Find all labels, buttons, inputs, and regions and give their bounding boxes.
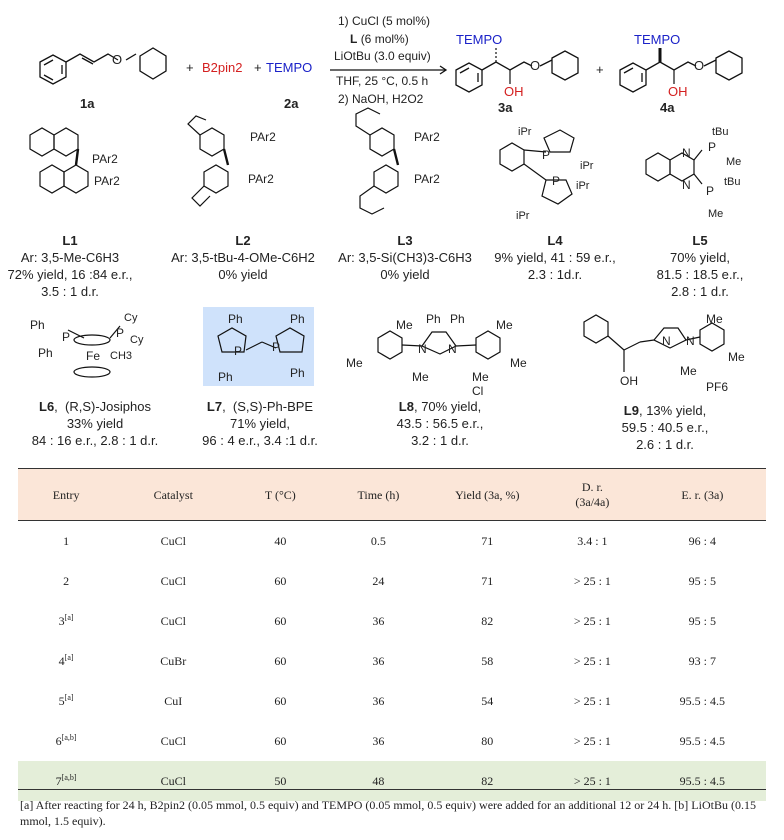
header-catalyst: Catalyst bbox=[114, 469, 232, 521]
entry-number: 7 bbox=[55, 774, 62, 788]
cell-time: 36 bbox=[372, 693, 385, 708]
ligand-line: Ar: 3,5-Me-C6H3 bbox=[20, 250, 120, 265]
l6-p-2: P bbox=[116, 326, 125, 340]
b2pin2-reagent: B2pin2 bbox=[202, 60, 243, 75]
cell-yield: 82 bbox=[428, 761, 546, 801]
plus-sign-3: + bbox=[596, 62, 604, 77]
l8-me-2: Me bbox=[346, 356, 363, 370]
header-dr-line1: D. r. bbox=[581, 480, 603, 494]
table-bottom-rule bbox=[18, 789, 766, 790]
cell-dr: > 25 : 1 bbox=[573, 653, 611, 668]
l6-cy-1: Cy bbox=[124, 312, 138, 324]
tempo-reagent: TEMPO bbox=[266, 60, 313, 75]
l1-par2-bottom: PAr2 bbox=[94, 174, 120, 188]
l1-par2-top: PAr2 bbox=[92, 152, 118, 166]
l7-ph-2: Ph bbox=[218, 370, 233, 384]
l5-n-2: N bbox=[682, 178, 691, 192]
ligand-L7-caption: L7, (S,S)-Ph-BPE 71% yield, 96 : 4 e.r., 3.4 :1 d.r. bbox=[180, 398, 340, 449]
ligand-id: L4 bbox=[547, 233, 563, 248]
entry-number: 3 bbox=[58, 614, 65, 628]
header-entry: Entry bbox=[18, 469, 114, 521]
entry-footnote: [a] bbox=[64, 693, 74, 702]
product4-label: 4a bbox=[660, 100, 675, 115]
l9-n-1: N bbox=[662, 334, 671, 348]
header-er: E. r. (3a) bbox=[639, 469, 766, 521]
results-table bbox=[18, 469, 766, 801]
l9-pf6: PF6 bbox=[706, 380, 729, 394]
l8-me-4: Me bbox=[496, 318, 513, 332]
cell-yield: 71 bbox=[481, 573, 494, 588]
cell-yield: 82 bbox=[481, 613, 494, 628]
cell-catalyst: CuCl bbox=[160, 533, 186, 548]
l8-n-2: N bbox=[448, 342, 457, 356]
table-row bbox=[18, 561, 766, 601]
l6-fe: Fe bbox=[86, 349, 101, 363]
l8-ph-1: Ph bbox=[426, 312, 441, 326]
cell-catalyst: CuBr bbox=[160, 653, 187, 668]
cell-dr: > 25 : 1 bbox=[573, 573, 611, 588]
cell-time: 24 bbox=[372, 573, 385, 588]
table-row bbox=[18, 521, 766, 561]
l6-ph-2: Ph bbox=[38, 346, 53, 360]
l5-n-1: N bbox=[682, 146, 691, 160]
ligand-id: L3 bbox=[397, 233, 413, 248]
cell-er: 96 : 4 bbox=[688, 533, 716, 548]
l4-ipr-3: iPr bbox=[576, 180, 590, 192]
product4-tempo: TEMPO bbox=[634, 32, 681, 47]
plus-sign: + bbox=[186, 60, 194, 75]
ligand-id: L8 bbox=[398, 399, 414, 414]
l8-me-5: Me bbox=[510, 356, 527, 370]
l4-ipr-1: iPr bbox=[518, 126, 532, 138]
l4-p-2: P bbox=[552, 174, 561, 188]
l8-cl: Cl bbox=[472, 384, 484, 398]
l6-p-1: P bbox=[62, 330, 71, 344]
cell-catalyst: CuCl bbox=[160, 733, 186, 748]
ligand-id: L2 bbox=[235, 233, 251, 248]
cell-yield: 58 bbox=[481, 653, 494, 668]
ligand-line: 72% yield, 16 :84 e.r., bbox=[7, 267, 133, 282]
ligand-line: 96 : 4 e.r., 3.4 :1 d.r. bbox=[202, 433, 318, 448]
cell-entry bbox=[18, 641, 114, 681]
ligand-line: 0% yield bbox=[380, 267, 430, 282]
ligand-id: L7 bbox=[206, 399, 223, 414]
l5-tbu-2: tBu bbox=[724, 176, 741, 188]
table-footnote: [a] After reacting for 24 h, B2pin2 (0.05 mmol, 0.5 equiv) and TEMPO (0.05 mmol, 0.5 equiv) were added for an additional 12 or 24 h. [b] LiOtBu (0.15 mmol, 1.5 equiv). bbox=[20, 798, 756, 828]
ligand-L9-caption: L9, 13% yield, 59.5 : 40.5 e.r., 2.6 : 1 d.r. bbox=[590, 402, 740, 453]
cell-catalyst: CuCl bbox=[160, 613, 186, 628]
ligand-line: 3.5 : 1 d.r. bbox=[41, 284, 99, 299]
cell-catalyst: CuCl bbox=[114, 761, 232, 801]
header-time: Time (h) bbox=[328, 469, 428, 521]
ligand-L6-caption: L6, (R,S)-Josiphos 33% yield 84 : 16 e.r., 2.8 : 1 d.r. bbox=[10, 398, 180, 449]
ligand-id: L9 bbox=[623, 403, 639, 418]
cell-time: 36 bbox=[372, 653, 385, 668]
l6-ph-1: Ph bbox=[30, 318, 45, 332]
cell-dr: > 25 : 1 bbox=[573, 693, 611, 708]
ligand-L: L bbox=[350, 32, 358, 46]
cell-temperature: 60 bbox=[274, 693, 287, 708]
plus-sign-2: + bbox=[254, 60, 262, 75]
cell-time: 48 bbox=[328, 761, 428, 801]
cell-entry bbox=[18, 561, 114, 601]
entry-number: 6 bbox=[55, 734, 62, 748]
cell-temperature: 60 bbox=[274, 653, 287, 668]
l8-me-1: Me bbox=[396, 318, 413, 332]
l5-tbu-1: tBu bbox=[712, 126, 729, 138]
l4-p-1: P bbox=[542, 148, 551, 162]
cell-er: 95.5 : 4.5 bbox=[639, 761, 766, 801]
entry-footnote: [a] bbox=[64, 653, 74, 662]
l8-me-3: Me bbox=[412, 370, 429, 384]
l2-par2-top: PAr2 bbox=[250, 130, 276, 144]
ligand-line: Ar: 3,5-tBu-4-OMe-C6H2 bbox=[171, 250, 315, 265]
cell-catalyst: CuCl bbox=[160, 573, 186, 588]
ligand-id: L6 bbox=[39, 399, 55, 414]
ligand-line: 70% yield, bbox=[670, 250, 730, 265]
ligand-name: (R,S)-Josiphos bbox=[65, 399, 151, 414]
entry-number: 4 bbox=[58, 654, 65, 668]
header-temperature: T (°C) bbox=[232, 469, 328, 521]
l6-ch3: CH3 bbox=[110, 350, 133, 362]
header-dr-line2: (3a/4a) bbox=[575, 495, 610, 509]
entry-footnote: [a,b] bbox=[61, 773, 77, 782]
ligand-L8-caption: L8, 70% yield, 43.5 : 56.5 e.r., 3.2 : 1 d.r. bbox=[370, 398, 510, 449]
cell-entry bbox=[18, 721, 114, 761]
cell-temperature: 60 bbox=[274, 733, 287, 748]
ligand-id: L1 bbox=[62, 233, 78, 248]
l9-oh: OH bbox=[620, 374, 638, 388]
cell-dr: > 25 : 1 bbox=[573, 733, 611, 748]
ligand-line: 33% yield bbox=[66, 416, 124, 431]
condition-step2: 2) NaOH, H2O2 bbox=[338, 92, 424, 106]
cell-catalyst: CuI bbox=[164, 693, 183, 708]
l4-ipr-2: iPr bbox=[580, 160, 594, 172]
cell-er: 95.5 : 4.5 bbox=[679, 733, 725, 748]
l9-n-2: N bbox=[686, 334, 695, 348]
table-header-rule bbox=[18, 520, 766, 521]
entry-footnote: [a,b] bbox=[61, 733, 77, 742]
cell-entry bbox=[18, 521, 114, 561]
entry-number: 2 bbox=[63, 573, 70, 588]
product3-oh: OH bbox=[504, 84, 524, 99]
ligand-loading: (6 mol%) bbox=[360, 32, 409, 46]
entry-number: 1 bbox=[63, 533, 70, 548]
ligand-line: 9% yield, 41 : 59 e.r., bbox=[494, 250, 616, 265]
ligand-line: 3.2 : 1 d.r. bbox=[411, 433, 469, 448]
l8-n-1: N bbox=[418, 342, 427, 356]
l4-ipr-4: iPr bbox=[516, 210, 530, 222]
l5-p-2: P bbox=[706, 184, 715, 198]
ligand-line: 81.5 : 18.5 e.r., bbox=[656, 267, 744, 282]
product3-label: 3a bbox=[498, 100, 513, 115]
cell-temperature: 40 bbox=[274, 533, 287, 548]
cell-dr: > 25 : 1 bbox=[573, 613, 611, 628]
l8-me-6: Me bbox=[472, 370, 489, 384]
tempo-label: 2a bbox=[284, 96, 299, 111]
l3-par2-top: PAr2 bbox=[414, 130, 440, 144]
ligand-name: (S,S)-Ph-BPE bbox=[232, 399, 314, 414]
entry-number: 5 bbox=[58, 694, 65, 708]
ligand-line: 71% yield, bbox=[230, 416, 290, 431]
ligand-line: Ar: 3,5-Si(CH3)3-C6H3 bbox=[338, 250, 472, 265]
cell-entry bbox=[18, 761, 114, 801]
l9-me-3: Me bbox=[680, 364, 697, 378]
l5-me-2: Me bbox=[708, 208, 724, 220]
cell-entry bbox=[18, 601, 114, 641]
l7-p-2: P bbox=[272, 340, 281, 354]
l9-me-1: Me bbox=[706, 312, 723, 326]
ligand-line: 43.5 : 56.5 e.r., bbox=[396, 416, 484, 431]
cell-yield: 71 bbox=[481, 533, 494, 548]
product4-oxygen: O bbox=[694, 58, 705, 73]
substrate-label: 1a bbox=[80, 96, 95, 111]
cell-time: 0.5 bbox=[370, 533, 386, 548]
cell-yield: 54 bbox=[481, 693, 494, 708]
cell-yield: 80 bbox=[481, 733, 494, 748]
ligand-line: 2.3 : 1d.r. bbox=[527, 267, 583, 282]
ligand-line: 2.6 : 1 d.r. bbox=[636, 437, 694, 452]
cell-time: 36 bbox=[372, 613, 385, 628]
cell-time: 36 bbox=[372, 733, 385, 748]
product3-tempo: TEMPO bbox=[456, 32, 503, 47]
cell-temperature: 60 bbox=[274, 613, 287, 628]
l5-me-1: Me bbox=[726, 156, 742, 168]
l3-par2-bottom: PAr2 bbox=[414, 172, 440, 186]
table-row-highlighted bbox=[18, 761, 766, 801]
table-header-row bbox=[18, 469, 766, 521]
header-yield: Yield (3a, %) bbox=[428, 469, 546, 521]
ligand-line: 2.8 : 1 d.r. bbox=[671, 284, 729, 299]
condition-base: LiOtBu (3.0 equiv) bbox=[334, 49, 431, 63]
table-row bbox=[18, 681, 766, 721]
entry-footnote: [a] bbox=[64, 613, 74, 622]
cell-er: 95 : 5 bbox=[688, 573, 716, 588]
cell-er: 93 : 7 bbox=[688, 653, 716, 668]
l5-p-1: P bbox=[708, 140, 717, 154]
condition-solvent: THF, 25 °C, 0.5 h bbox=[336, 74, 429, 88]
table-row bbox=[18, 641, 766, 681]
condition-step1: 1) CuCl (5 mol%) bbox=[338, 14, 431, 28]
cell-er: 95 : 5 bbox=[688, 613, 716, 628]
cell-dr: > 25 : 1 bbox=[546, 761, 639, 801]
ligand-line: 0% yield bbox=[218, 267, 268, 282]
l9-me-2: Me bbox=[728, 350, 745, 364]
cell-dr: 3.4 : 1 bbox=[577, 533, 608, 548]
cell-entry bbox=[18, 681, 114, 721]
table-row bbox=[18, 721, 766, 761]
oxygen-atom: O bbox=[112, 52, 123, 67]
cell-temperature: 50 bbox=[232, 761, 328, 801]
l7-p-1: P bbox=[234, 344, 243, 358]
product3-oxygen: O bbox=[530, 58, 541, 73]
ligand-name: 70% yield, bbox=[421, 399, 482, 414]
ligand-line: 84 : 16 e.r., 2.8 : 1 d.r. bbox=[31, 433, 159, 448]
cell-er: 95.5 : 4.5 bbox=[679, 693, 725, 708]
l7-ph-1: Ph bbox=[228, 312, 243, 326]
ligand-id: L5 bbox=[692, 233, 708, 248]
cell-temperature: 60 bbox=[274, 573, 287, 588]
ligand-line: 59.5 : 40.5 e.r., bbox=[621, 420, 709, 435]
l8-ph-2: Ph bbox=[450, 312, 465, 326]
l7-ph-3: Ph bbox=[290, 312, 305, 326]
l6-cy-2: Cy bbox=[130, 334, 144, 346]
ligand-name: 13% yield, bbox=[646, 403, 707, 418]
header-dr bbox=[546, 469, 639, 521]
table-row bbox=[18, 601, 766, 641]
product4-oh: OH bbox=[668, 84, 688, 99]
l7-ph-4: Ph bbox=[290, 366, 305, 380]
l2-par2-bottom: PAr2 bbox=[248, 172, 274, 186]
